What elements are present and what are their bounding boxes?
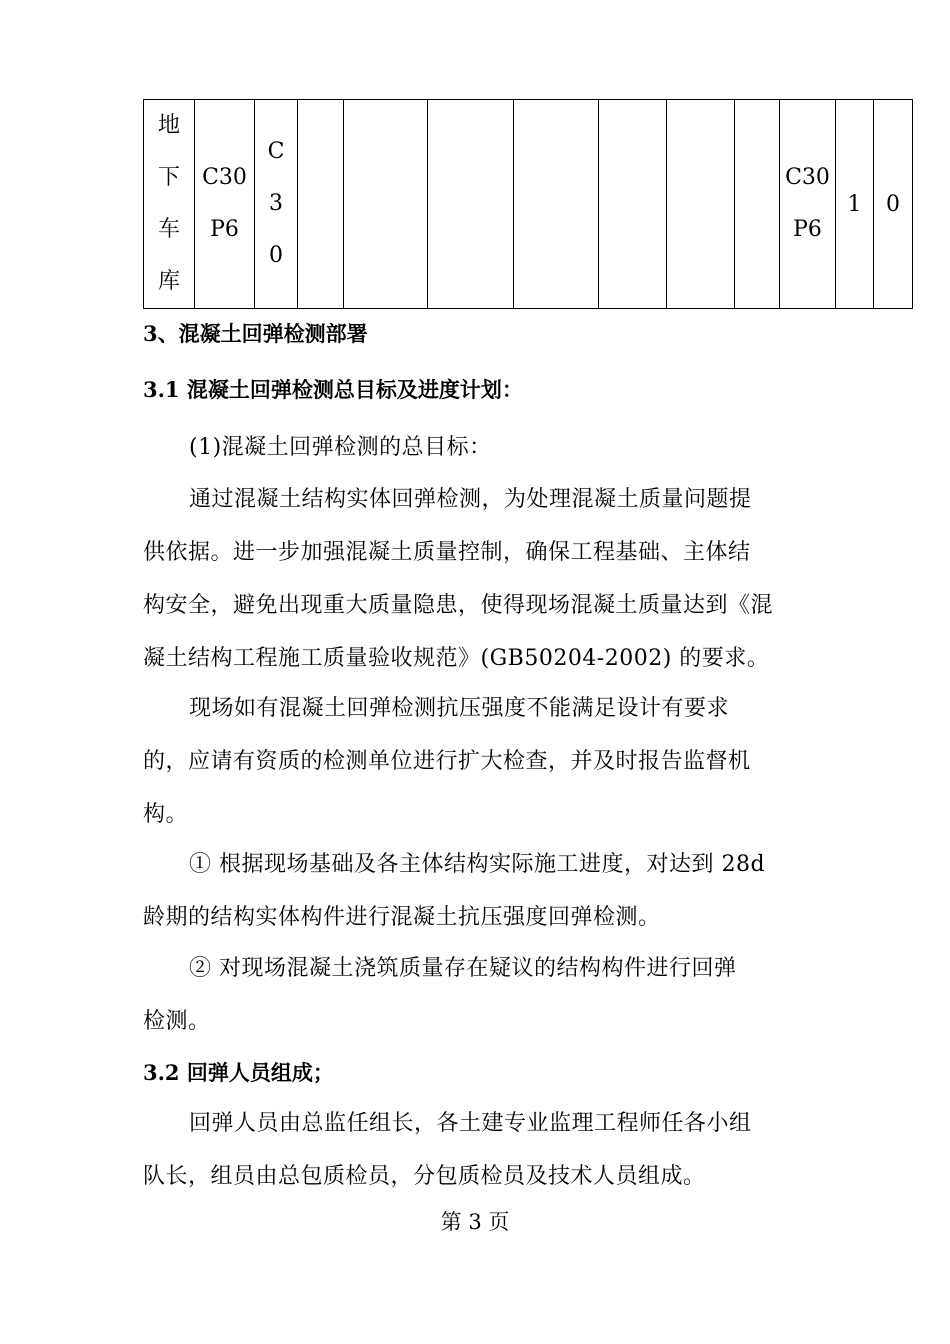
paragraph-line: 凝土结构工程施工质量验收规范》(GB50204-2002) 的要求。 <box>143 646 770 671</box>
page-number: 第 3 页 <box>440 1210 510 1234</box>
item-title <box>143 421 803 474</box>
paragraph-line: 构。 <box>143 802 189 827</box>
paragraph-line: ① 根据现场基础及各主体结构实际施工进度，对达到 28d <box>189 852 766 877</box>
paragraph-line: 龄期的结构实体构件进行混凝土抗压强度回弹检测。 <box>143 905 661 930</box>
empty-cell <box>514 100 599 309</box>
paragraph-line: 现场如有混凝土回弹检测抗压强度不能满足设计有要求 <box>189 696 730 721</box>
paragraph-line: ② 对现场混凝土浇筑质量存在疑议的结构构件进行回弹 <box>189 956 737 981</box>
empty-cell <box>667 100 735 309</box>
design-grade-cell: C30P6 <box>195 100 255 309</box>
paragraph-item-1 <box>143 838 803 944</box>
empty-cell <box>344 100 428 309</box>
paragraph-line: 队长，组员由总包质检员，分包质检员及技术人员组成。 <box>143 1164 706 1189</box>
count-b-cell: 0 <box>874 100 913 309</box>
table-row <box>144 100 913 309</box>
paragraph-goal <box>143 473 803 685</box>
paragraph-personnel <box>143 1097 803 1203</box>
paragraph-line: 构安全，避免出现重大质量隐患，使得现场混凝土质量达到《混 <box>143 593 774 618</box>
empty-cell <box>298 100 344 309</box>
right-grade-cell: C30P6 <box>780 100 836 309</box>
paragraph-line: 的，应请有资质的检测单位进行扩大检查，并及时报告监督机 <box>143 749 751 774</box>
paragraph-line: 检测。 <box>143 1009 211 1034</box>
empty-cell <box>428 100 514 309</box>
paragraph-line: 通过混凝土结构实体回弹检测，为处理混凝土质量问题提 <box>189 487 752 512</box>
paragraph-line: 回弹人员由总监任组长，各土建专业监理工程师任各小组 <box>189 1111 752 1136</box>
concrete-grade-table <box>143 99 913 309</box>
count-a-cell: 1 <box>836 100 874 309</box>
item-title-text: (1)混凝土回弹检测的总目标： <box>189 435 492 460</box>
subsection-heading: 3.1 混凝土回弹检测总目标及进度计划： <box>143 377 523 402</box>
section-heading: 3、混凝土回弹检测部署 <box>143 321 368 346</box>
paragraph-expansion <box>143 682 803 841</box>
empty-cell <box>599 100 667 309</box>
paragraph-line: 供依据。进一步加强混凝土质量控制，确保工程基础、主体结 <box>143 540 751 565</box>
location-cell: 地下车库 <box>144 100 195 309</box>
subsection-heading: 3.2 回弹人员组成； <box>143 1060 334 1085</box>
empty-cell <box>735 100 780 309</box>
paragraph-item-2 <box>143 942 803 1048</box>
test-grade-cell: C30 <box>255 100 298 309</box>
